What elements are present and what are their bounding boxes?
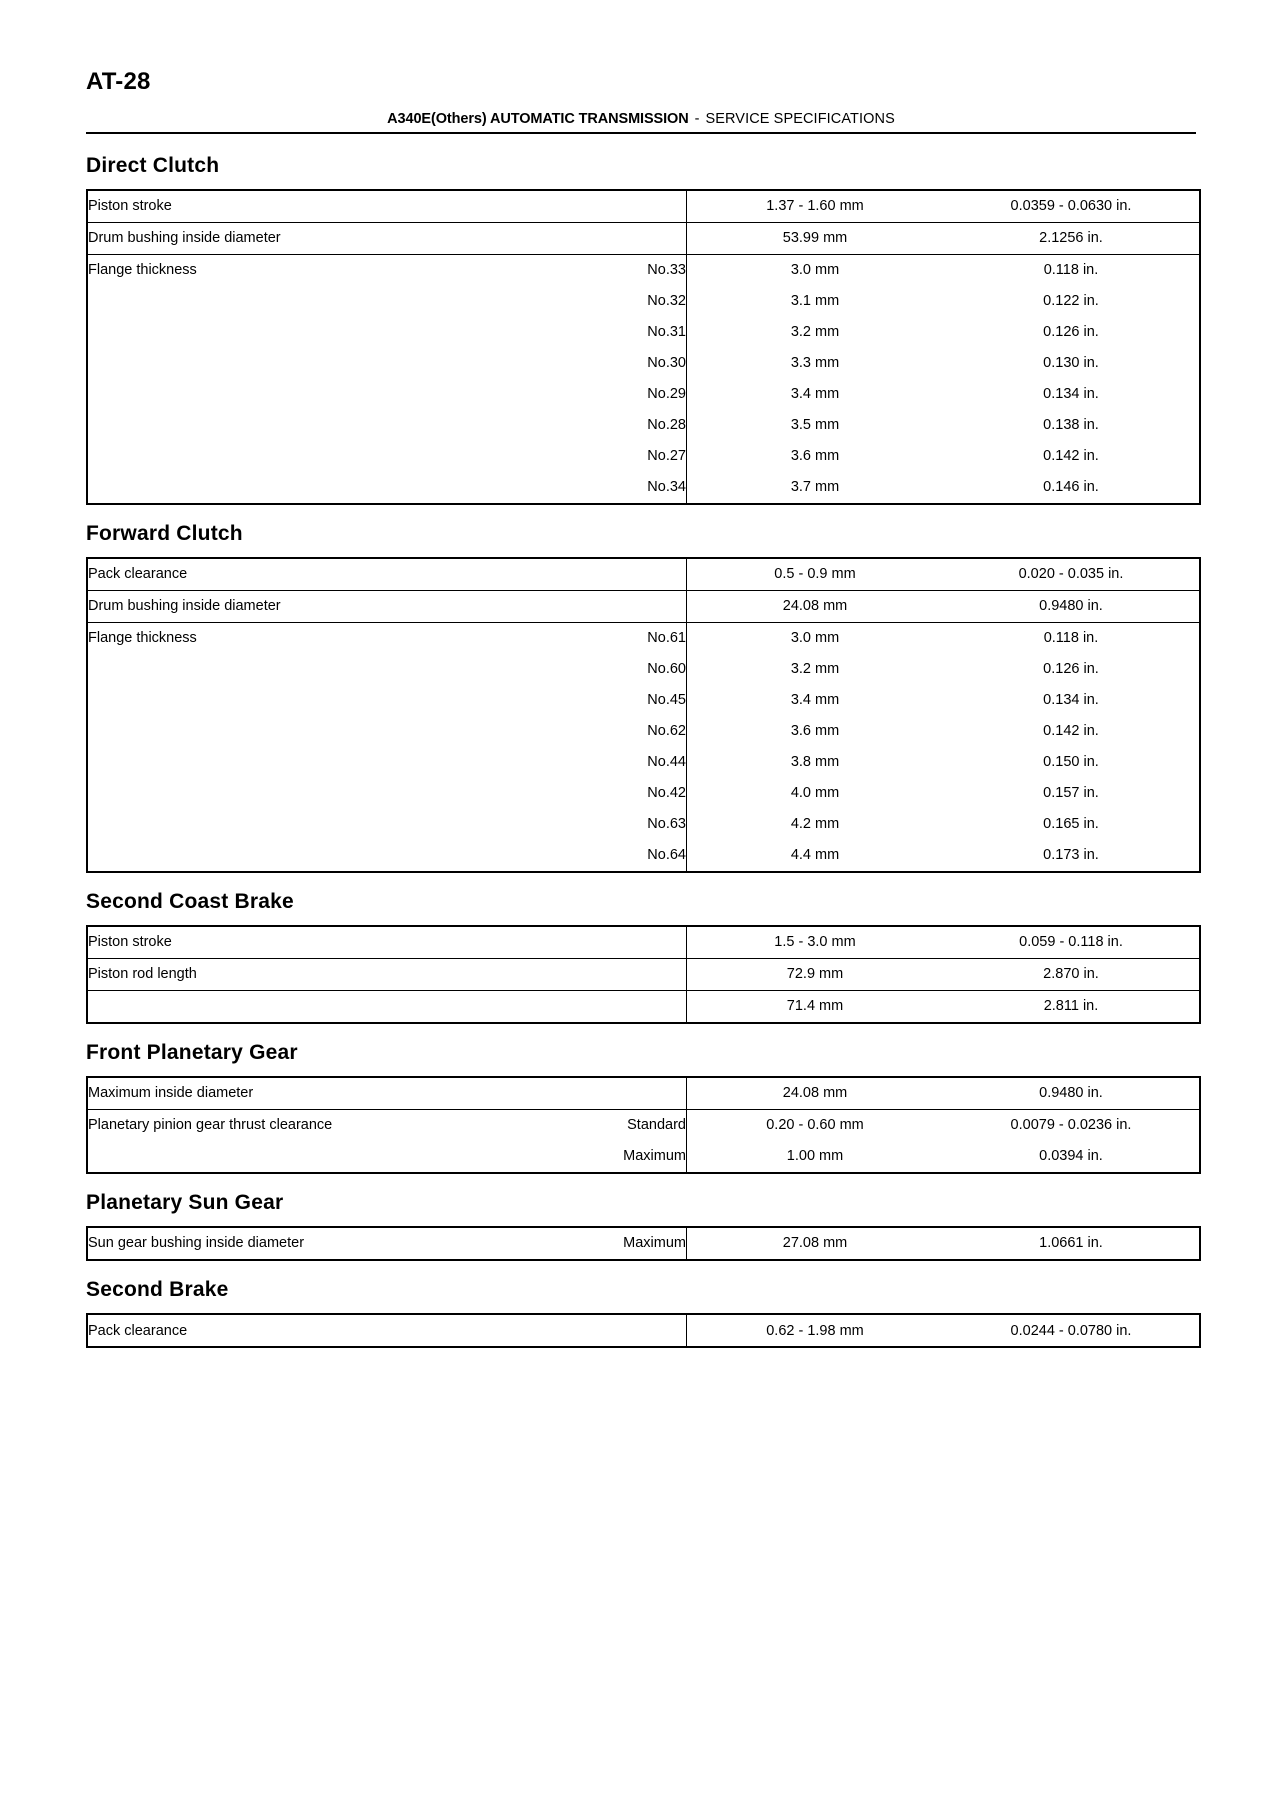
row-qualifier: No.31 [558,317,687,348]
row-label [87,317,558,348]
row-value-metric: 1.00 mm [786,1148,844,1165]
row-qualifier [558,959,687,991]
row-qualifier: No.32 [558,286,687,317]
row-label [87,716,558,747]
row-value-imperial: 0.138 in. [1043,417,1099,434]
row-qualifier: No.61 [558,623,687,655]
row-qualifier: No.34 [558,472,687,504]
row-label: Piston stroke [88,934,172,951]
table-row [87,926,1200,959]
row-value-metric: 3.1 mm [790,293,840,310]
row-value-imperial: 0.0394 in. [1039,1148,1103,1165]
table-row [87,348,1200,379]
row-label: Piston stroke [88,198,172,215]
table-row [87,255,1200,287]
row-qualifier: No.64 [558,840,687,872]
row-value-imperial: 0.118 in. [943,255,1200,287]
row-value-metric: 24.08 mm [782,1085,848,1102]
row-qualifier [558,591,687,623]
table-row [87,472,1200,504]
row-qualifier: No.60 [558,654,687,685]
row-value-imperial: 0.134 in. [1043,692,1099,709]
table-row [87,778,1200,809]
row-label [87,348,558,379]
row-value-imperial: 0.0244 - 0.0780 in. [1010,1322,1132,1339]
table-row [87,959,1200,991]
row-value-imperial: 0.130 in. [1043,355,1099,372]
table-row [87,747,1200,778]
row-value-metric: 4.4 mm [790,847,840,864]
row-qualifier: Maximum [558,1227,687,1260]
row-label [87,286,558,317]
row-qualifier [558,926,687,959]
table-row [87,1110,1200,1142]
row-value-imperial: 0.142 in. [1043,448,1099,465]
row-qualifier: No.29 [558,379,687,410]
row-value-metric: 3.8 mm [790,754,840,771]
row-qualifier: Maximum [558,1141,687,1173]
row-qualifier [558,1077,687,1110]
table-row [87,591,1200,623]
row-value-metric: 0.20 - 0.60 mm [687,1110,944,1142]
row-qualifier: No.62 [558,716,687,747]
row-qualifier: No.30 [558,348,687,379]
row-qualifier [558,991,687,1024]
table-row [87,441,1200,472]
row-value-metric: 3.6 mm [790,723,840,740]
table-row [87,809,1200,840]
row-label: Pack clearance [88,1322,188,1339]
row-label [87,654,558,685]
row-label [87,685,558,716]
table-row [87,1141,1200,1173]
row-label [87,441,558,472]
row-value-imperial: 0.134 in. [1043,386,1099,403]
row-label: Flange thickness [87,623,558,655]
row-label [87,991,558,1024]
running-head-title: A340E(Others) AUTOMATIC TRANSMISSION [387,111,689,127]
row-qualifier [558,223,687,255]
table-row [87,223,1200,255]
row-label [87,840,558,872]
row-value-imperial: 0.0359 - 0.0630 in. [1010,198,1132,215]
row-value-metric: 4.2 mm [790,816,840,833]
row-value-metric: 3.6 mm [790,448,840,465]
row-value-metric: 3.0 mm [687,623,944,655]
spec-table [86,1313,1201,1348]
row-qualifier: No.28 [558,410,687,441]
table-row [87,716,1200,747]
row-value-metric: 3.7 mm [790,479,840,496]
row-value-metric: 24.08 mm [687,591,944,623]
row-value-metric: 3.0 mm [687,255,944,287]
row-value-imperial: 0.142 in. [1043,723,1099,740]
spec-table [86,1076,1201,1174]
table-row [87,1227,1200,1260]
row-qualifier: Standard [558,1110,687,1142]
row-qualifier [558,558,687,591]
running-head [86,109,1196,129]
row-label [87,778,558,809]
row-qualifier [558,190,687,223]
row-value-imperial: 0.9480 in. [943,591,1200,623]
row-label [87,1141,558,1173]
row-value-metric: 4.0 mm [790,785,840,802]
row-value-imperial: 0.165 in. [1043,816,1099,833]
row-label [87,747,558,778]
row-value-metric: 1.5 - 3.0 mm [774,934,856,951]
spec-table [86,1226,1201,1261]
spec-section [86,155,1196,505]
row-value-imperial: 0.126 in. [1043,324,1099,341]
page-number: AT-28 [86,68,151,95]
row-value-metric: 3.4 mm [790,692,840,709]
row-qualifier: No.33 [558,255,687,287]
row-label: Maximum inside diameter [88,1085,254,1102]
spec-table [86,189,1201,505]
table-row [87,379,1200,410]
row-label [87,809,558,840]
row-value-metric: 72.9 mm [687,959,944,991]
row-value-metric: 0.62 - 1.98 mm [766,1322,864,1339]
table-row [87,685,1200,716]
table-row [87,1314,1200,1347]
section-title: Planetary Sun Gear [86,1191,284,1215]
running-head-subtitle: SERVICE SPECIFICATIONS [705,111,895,127]
row-value-imperial: 2.811 in. [943,991,1200,1024]
row-value-imperial: 0.146 in. [1043,479,1099,496]
row-value-metric: 3.4 mm [790,386,840,403]
row-label [87,379,558,410]
row-value-metric: 1.37 - 1.60 mm [766,198,864,215]
spec-section [86,1192,1196,1261]
row-value-imperial: 2.870 in. [943,959,1200,991]
row-value-imperial: 0.126 in. [1043,661,1099,678]
row-value-metric: 27.08 mm [782,1235,848,1252]
row-qualifier: No.42 [558,778,687,809]
running-head-separator: - [694,111,700,127]
row-qualifier: No.27 [558,441,687,472]
spec-section [86,1279,1196,1348]
header-rule [86,132,1196,134]
spec-table [86,925,1201,1024]
table-row [87,410,1200,441]
row-value-imperial: 0.122 in. [1043,293,1099,310]
spec-table [86,557,1201,873]
row-qualifier: No.63 [558,809,687,840]
row-value-metric: 53.99 mm [687,223,944,255]
section-title: Second Brake [86,1278,229,1302]
row-value-imperial: 0.157 in. [1043,785,1099,802]
row-value-imperial: 0.059 - 0.118 in. [1019,934,1123,951]
row-value-metric: 3.5 mm [790,417,840,434]
row-label: Sun gear bushing inside diameter [88,1235,305,1252]
table-row [87,1077,1200,1110]
row-value-imperial: 0.020 - 0.035 in. [1018,566,1124,583]
row-qualifier: No.45 [558,685,687,716]
table-row [87,623,1200,655]
row-value-imperial: 2.1256 in. [943,223,1200,255]
row-value-metric: 0.5 - 0.9 mm [774,566,856,583]
row-label: Drum bushing inside diameter [87,223,558,255]
row-qualifier: No.44 [558,747,687,778]
table-row [87,991,1200,1024]
row-label [87,472,558,504]
row-value-imperial: 0.9480 in. [1039,1085,1103,1102]
section-title: Second Coast Brake [86,890,294,914]
row-label: Piston rod length [87,959,558,991]
table-row [87,190,1200,223]
spec-section [86,891,1196,1024]
row-label: Pack clearance [88,566,188,583]
row-value-imperial: 0.173 in. [1043,847,1099,864]
table-row [87,317,1200,348]
row-value-metric: 71.4 mm [687,991,944,1024]
table-row [87,286,1200,317]
row-label: Flange thickness [87,255,558,287]
row-label: Drum bushing inside diameter [87,591,558,623]
row-value-metric: 3.3 mm [790,355,840,372]
row-value-imperial: 0.150 in. [1043,754,1099,771]
row-label: Planetary pinion gear thrust clearance [87,1110,558,1142]
row-qualifier [558,1314,687,1347]
spec-section [86,523,1196,873]
row-value-imperial: 0.118 in. [943,623,1200,655]
row-value-imperial: 0.0079 - 0.0236 in. [943,1110,1200,1142]
table-row [87,840,1200,872]
section-title: Forward Clutch [86,522,243,546]
section-title: Front Planetary Gear [86,1041,298,1065]
row-value-metric: 3.2 mm [790,661,840,678]
row-value-imperial: 1.0661 in. [1039,1235,1103,1252]
spec-sections [86,155,1196,1348]
row-value-metric: 3.2 mm [790,324,840,341]
table-row [87,654,1200,685]
table-row [87,558,1200,591]
row-label [87,410,558,441]
section-title: Direct Clutch [86,154,220,177]
spec-section [86,1042,1196,1174]
